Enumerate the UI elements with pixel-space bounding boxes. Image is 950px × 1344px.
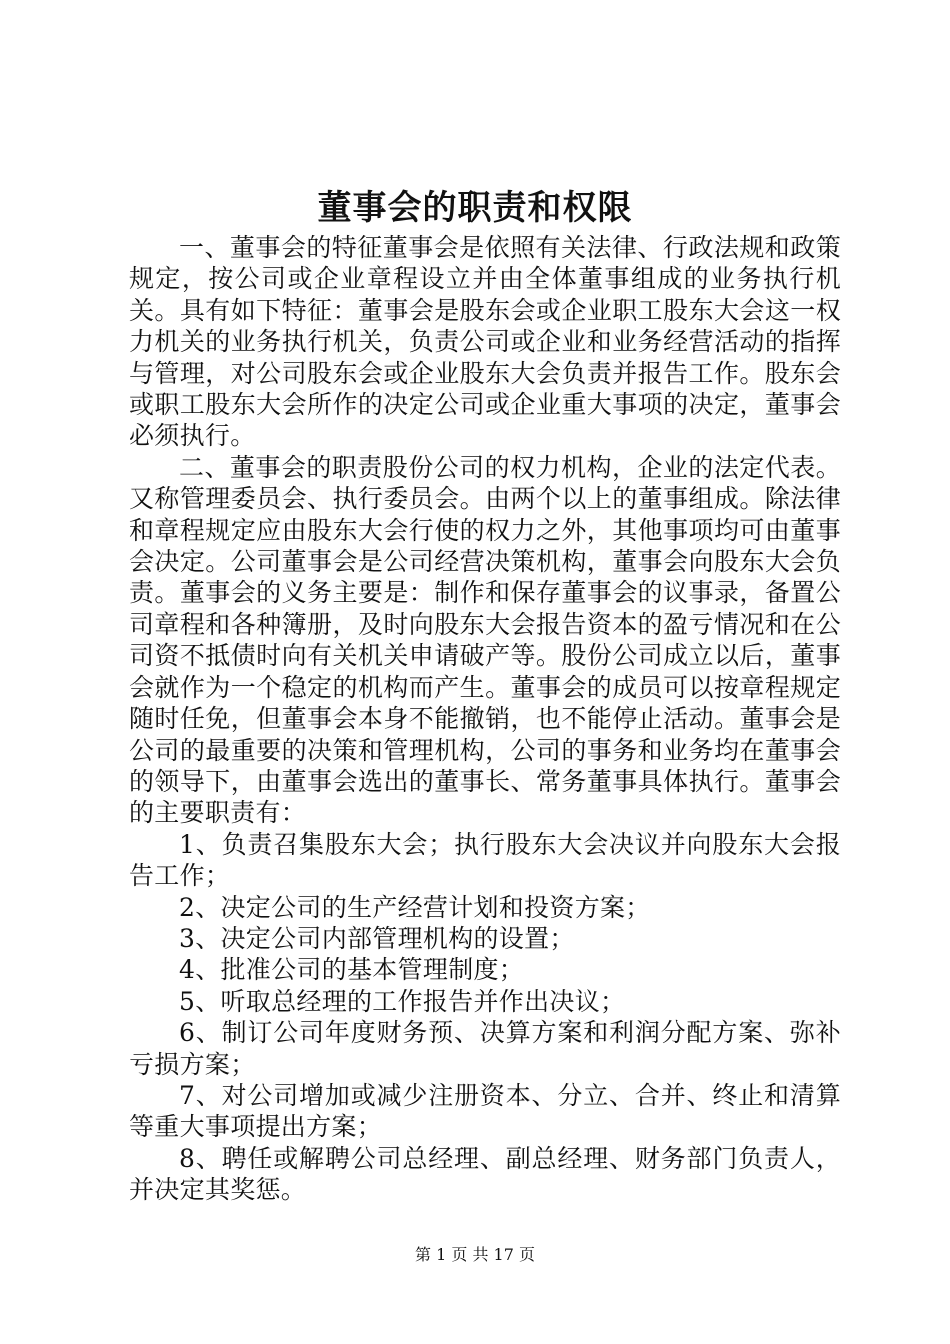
page-footer: 第 1 页 共 17 页 [415, 1245, 535, 1264]
list-item: 5、听取总经理的工作报告并作出决议； [179, 986, 626, 1016]
list-item: 8、聘任或解聘公司总经理、副总经理、财务部门负责人，并决定其奖惩。 [129, 1143, 841, 1205]
list-item: 7、对公司增加或减少注册资本、分立、合并、终止和清算等重大事项提出方案； [129, 1080, 841, 1142]
list-item: 4、批准公司的基本管理制度； [179, 955, 525, 985]
list-item: 2、决定公司的生产经营计划和投资方案； [179, 892, 651, 922]
list-item: 6、制订公司年度财务预、决算方案和利润分配方案、弥补亏损方案； [129, 1018, 841, 1079]
paragraph-duties: 二、董事会的职责股份公司的权力机构，企业的法定代表。又称管理委员会、执行委员会。由两个以上的董事组成。除法律和章程规定应由股东大会行使的权力之外，其他事项均可由董事会决定。公司董事会是公司经营决策机构，董事会向股东大会负责。董事会的义务主要是：制作和保存董事会的议事录，备置公司章程和各种簿册，及时向股东大会报告资本的盈亏情况和在公司资不抵债时向有关机关申请破产等。股份公司成立以后，董事会就作为一个稳定的机构而产生。董事会的成员可以按章程规定随时任免，但董事会本身不能撤销，也不能停止活动。董事会是公司的最重要的决策和管理机构，公司的事务和业务均在董事会的领导下，由董事会选出的董事长、常务董事具体执行。董事会的主要职责有： [129, 452, 841, 828]
document-title: 董事会的职责和权限 [317, 188, 633, 228]
list-item: 3、决定公司内部管理机构的设置； [179, 923, 575, 953]
document-body [129, 232, 841, 1206]
list-item: 1、负责召集股东大会；执行股东大会决议并向股东大会报告工作； [129, 829, 841, 891]
paragraph-characteristics: 一、董事会的特征董事会是依照有关法律、行政法规和政策规定，按公司或企业章程设立并由全体董事组成的业务执行机关。具有如下特征：董事会是股东会或企业职工股东大会这一权力机关的业务执行机关，负责公司或企业和业务经营活动的指挥与管理，对公司股东会或企业股东大会负责并报告工作。股东会或职工股东大会所作的决定公司或企业重大事项的决定，董事会必须执行。 [129, 233, 841, 451]
